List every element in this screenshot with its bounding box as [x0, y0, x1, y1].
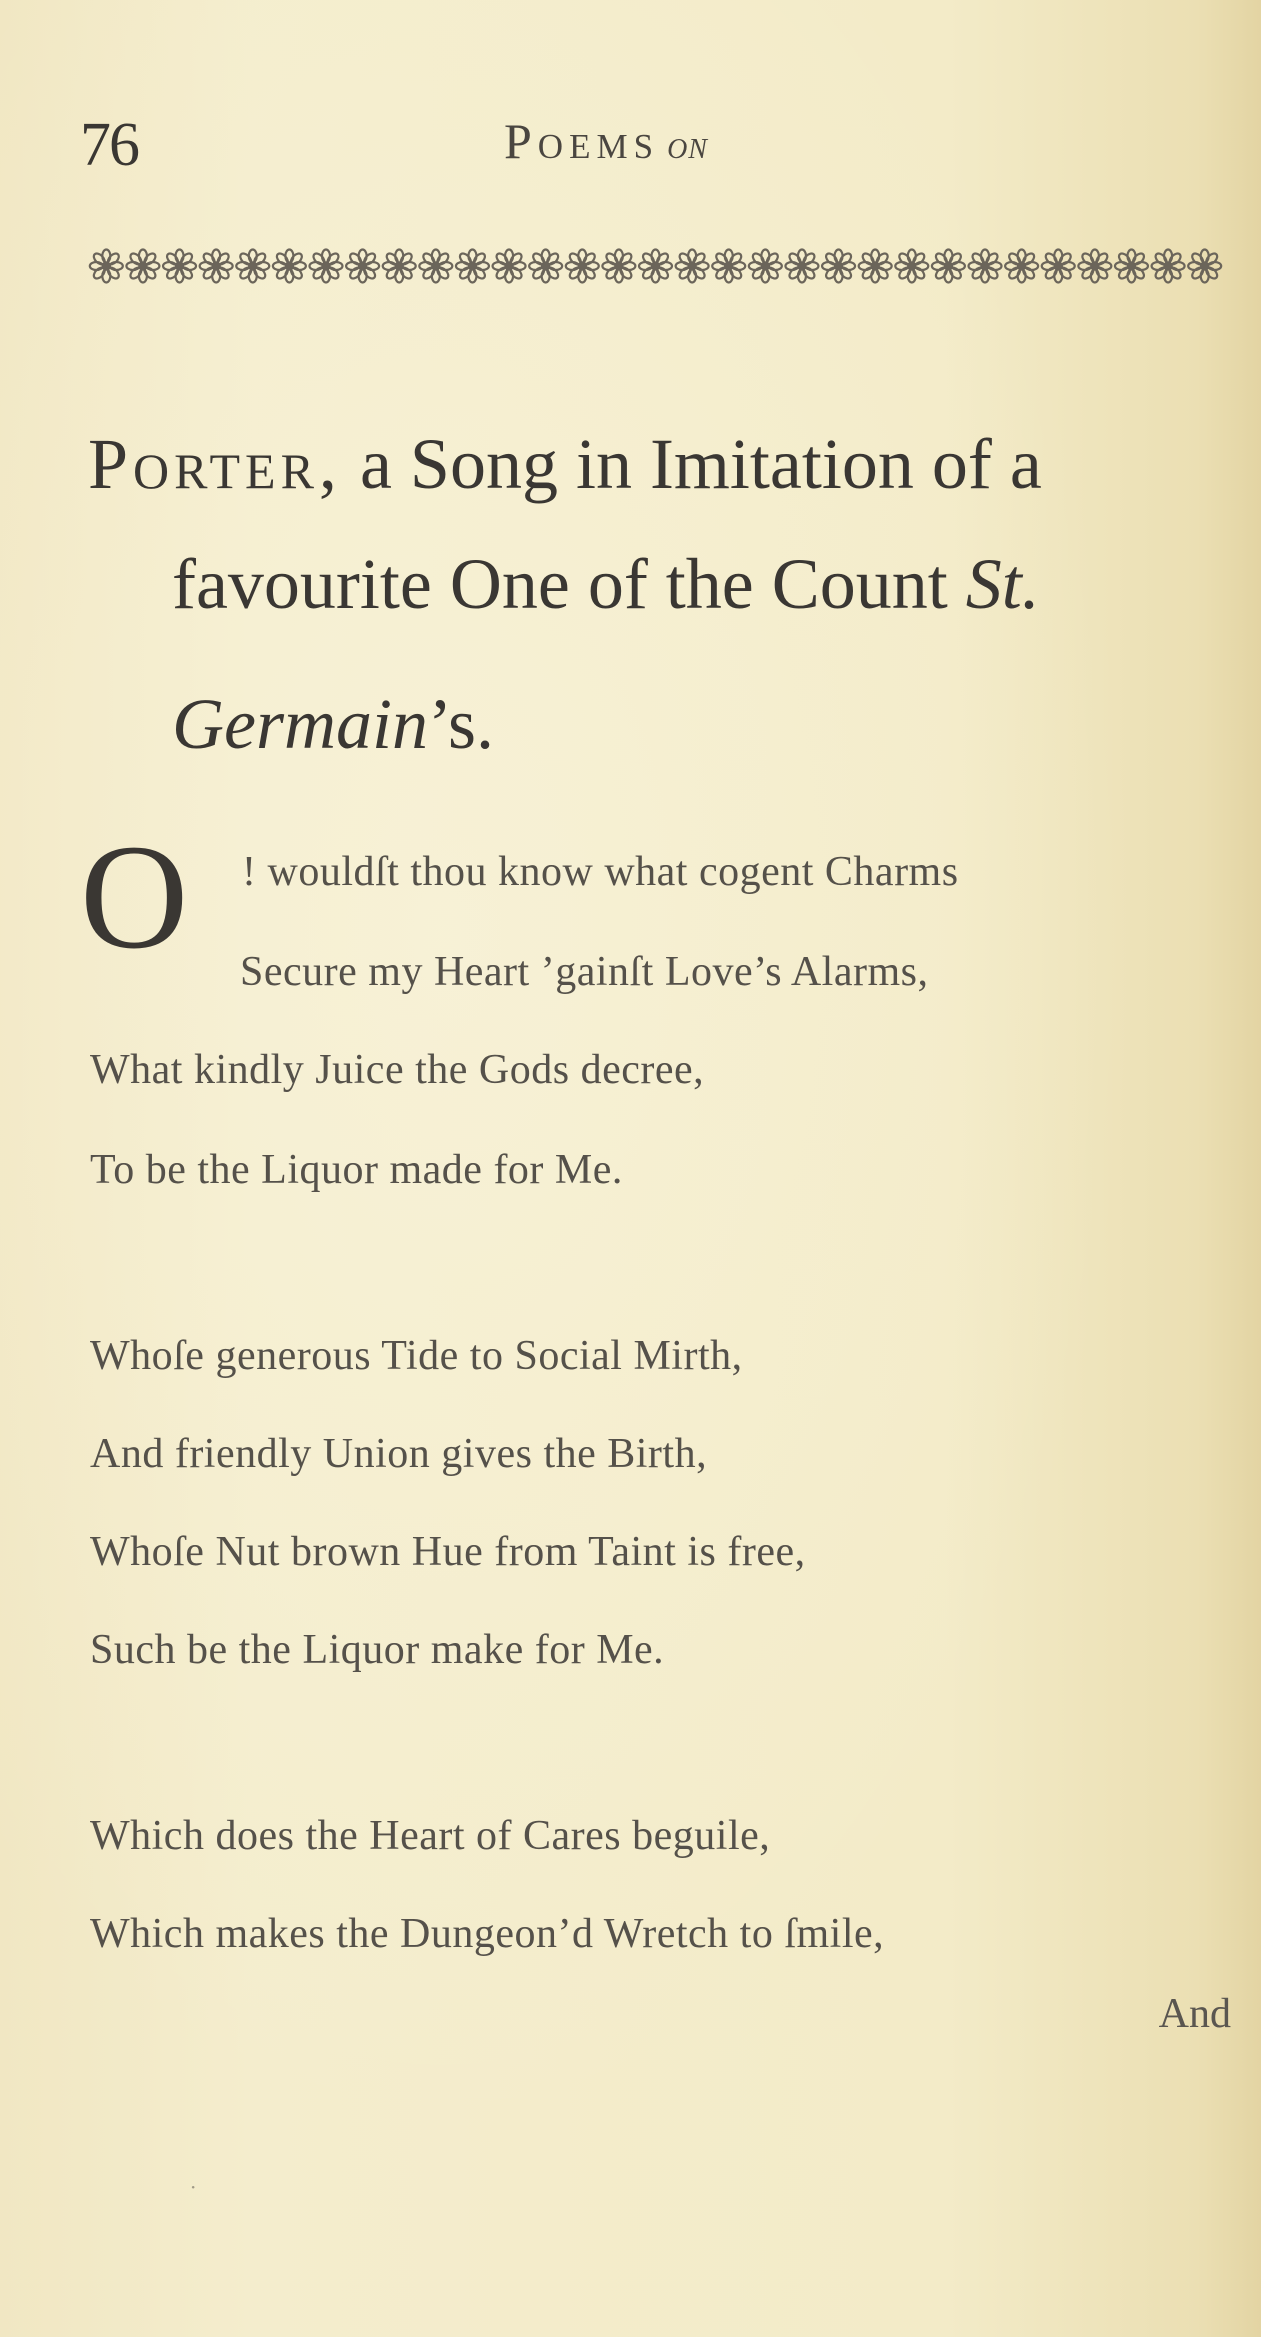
fleuron-icon	[566, 250, 599, 283]
fleuron-icon	[1078, 250, 1111, 283]
fleuron-icon	[273, 250, 306, 283]
fleuron-icon	[712, 250, 745, 283]
fleuron-icon	[785, 250, 818, 283]
verse-line: Which makes the Dungeon’d Wretch to ſmile,	[90, 1911, 885, 1957]
running-title	[504, 112, 708, 170]
poem-title-line-1-rest: a Song in Imitation of a	[341, 424, 1042, 504]
fleuron-icon	[456, 250, 489, 283]
fleuron-icon	[1042, 250, 1075, 283]
fleuron-icon	[895, 250, 928, 283]
verse-line: To be the Liquor made for Me.	[90, 1147, 623, 1193]
verse-line: Whoſe Nut brown Hue from Taint is free,	[90, 1529, 806, 1575]
fleuron-group	[90, 250, 1221, 283]
fleuron-icon	[969, 250, 1002, 283]
fleuron-icon	[602, 250, 635, 283]
paper-speck: ·	[190, 2175, 197, 2199]
running-head	[0, 104, 1261, 184]
fleuron-icon	[346, 250, 379, 283]
fleuron-icon	[749, 250, 782, 283]
poem-title-line-2-italic: St.	[965, 544, 1040, 624]
poem-title-line-2	[172, 544, 1261, 624]
verse-line: What kindly Juice the Gods decree,	[90, 1047, 705, 1093]
poem-title-line-3	[172, 684, 1261, 764]
fleuron-icon	[676, 250, 709, 283]
fleuron-icon	[1152, 250, 1185, 283]
page-number: 76	[80, 111, 138, 179]
catchword: And	[1158, 1991, 1231, 2037]
fleuron-icon	[163, 250, 196, 283]
fleuron-icon	[932, 250, 965, 283]
fleuron-icon	[822, 250, 855, 283]
drop-cap: O	[80, 814, 189, 980]
verse-line: And friendly Union gives the Birth,	[90, 1431, 708, 1477]
verse-line: Such be the Liquor make for Me.	[90, 1627, 665, 1673]
fleuron-icon	[419, 250, 452, 283]
poem-title-line-3-italic: Germain	[172, 684, 428, 764]
poem-title-line-3-roman: ’s.	[427, 684, 495, 764]
running-title-suffix: on	[667, 122, 708, 167]
verse-line: ! wouldſt thou know what cogent Charms	[242, 849, 959, 895]
fleuron-icon	[529, 250, 562, 283]
running-title-text: Poems	[504, 113, 660, 169]
fleuron-icon	[493, 250, 526, 283]
fleuron-icon	[200, 250, 233, 283]
fleuron-icon	[1115, 250, 1148, 283]
fleuron-icon	[383, 250, 416, 283]
verse-line: Secure my Heart ’gainſt Love’s Alarms,	[240, 949, 929, 995]
poem-title-line-2-roman: favourite One of the Count	[172, 544, 966, 624]
fleuron-icon	[859, 250, 892, 283]
verse-line: Which does the Heart of Cares beguile,	[90, 1813, 771, 1859]
fleuron-icon	[126, 250, 159, 283]
fleuron-rule-ornament	[88, 245, 1223, 287]
poem-title-line-1	[88, 424, 1228, 504]
verse-line: Whoſe generous Tide to Social Mirth,	[90, 1333, 743, 1379]
fleuron-icon	[639, 250, 672, 283]
fleuron-icon	[1188, 250, 1221, 283]
fleuron-icon	[236, 250, 269, 283]
fleuron-icon	[90, 250, 123, 283]
fleuron-icon	[309, 250, 342, 283]
poem-title-porter: Porter,	[88, 424, 342, 504]
fleuron-icon	[1005, 250, 1038, 283]
